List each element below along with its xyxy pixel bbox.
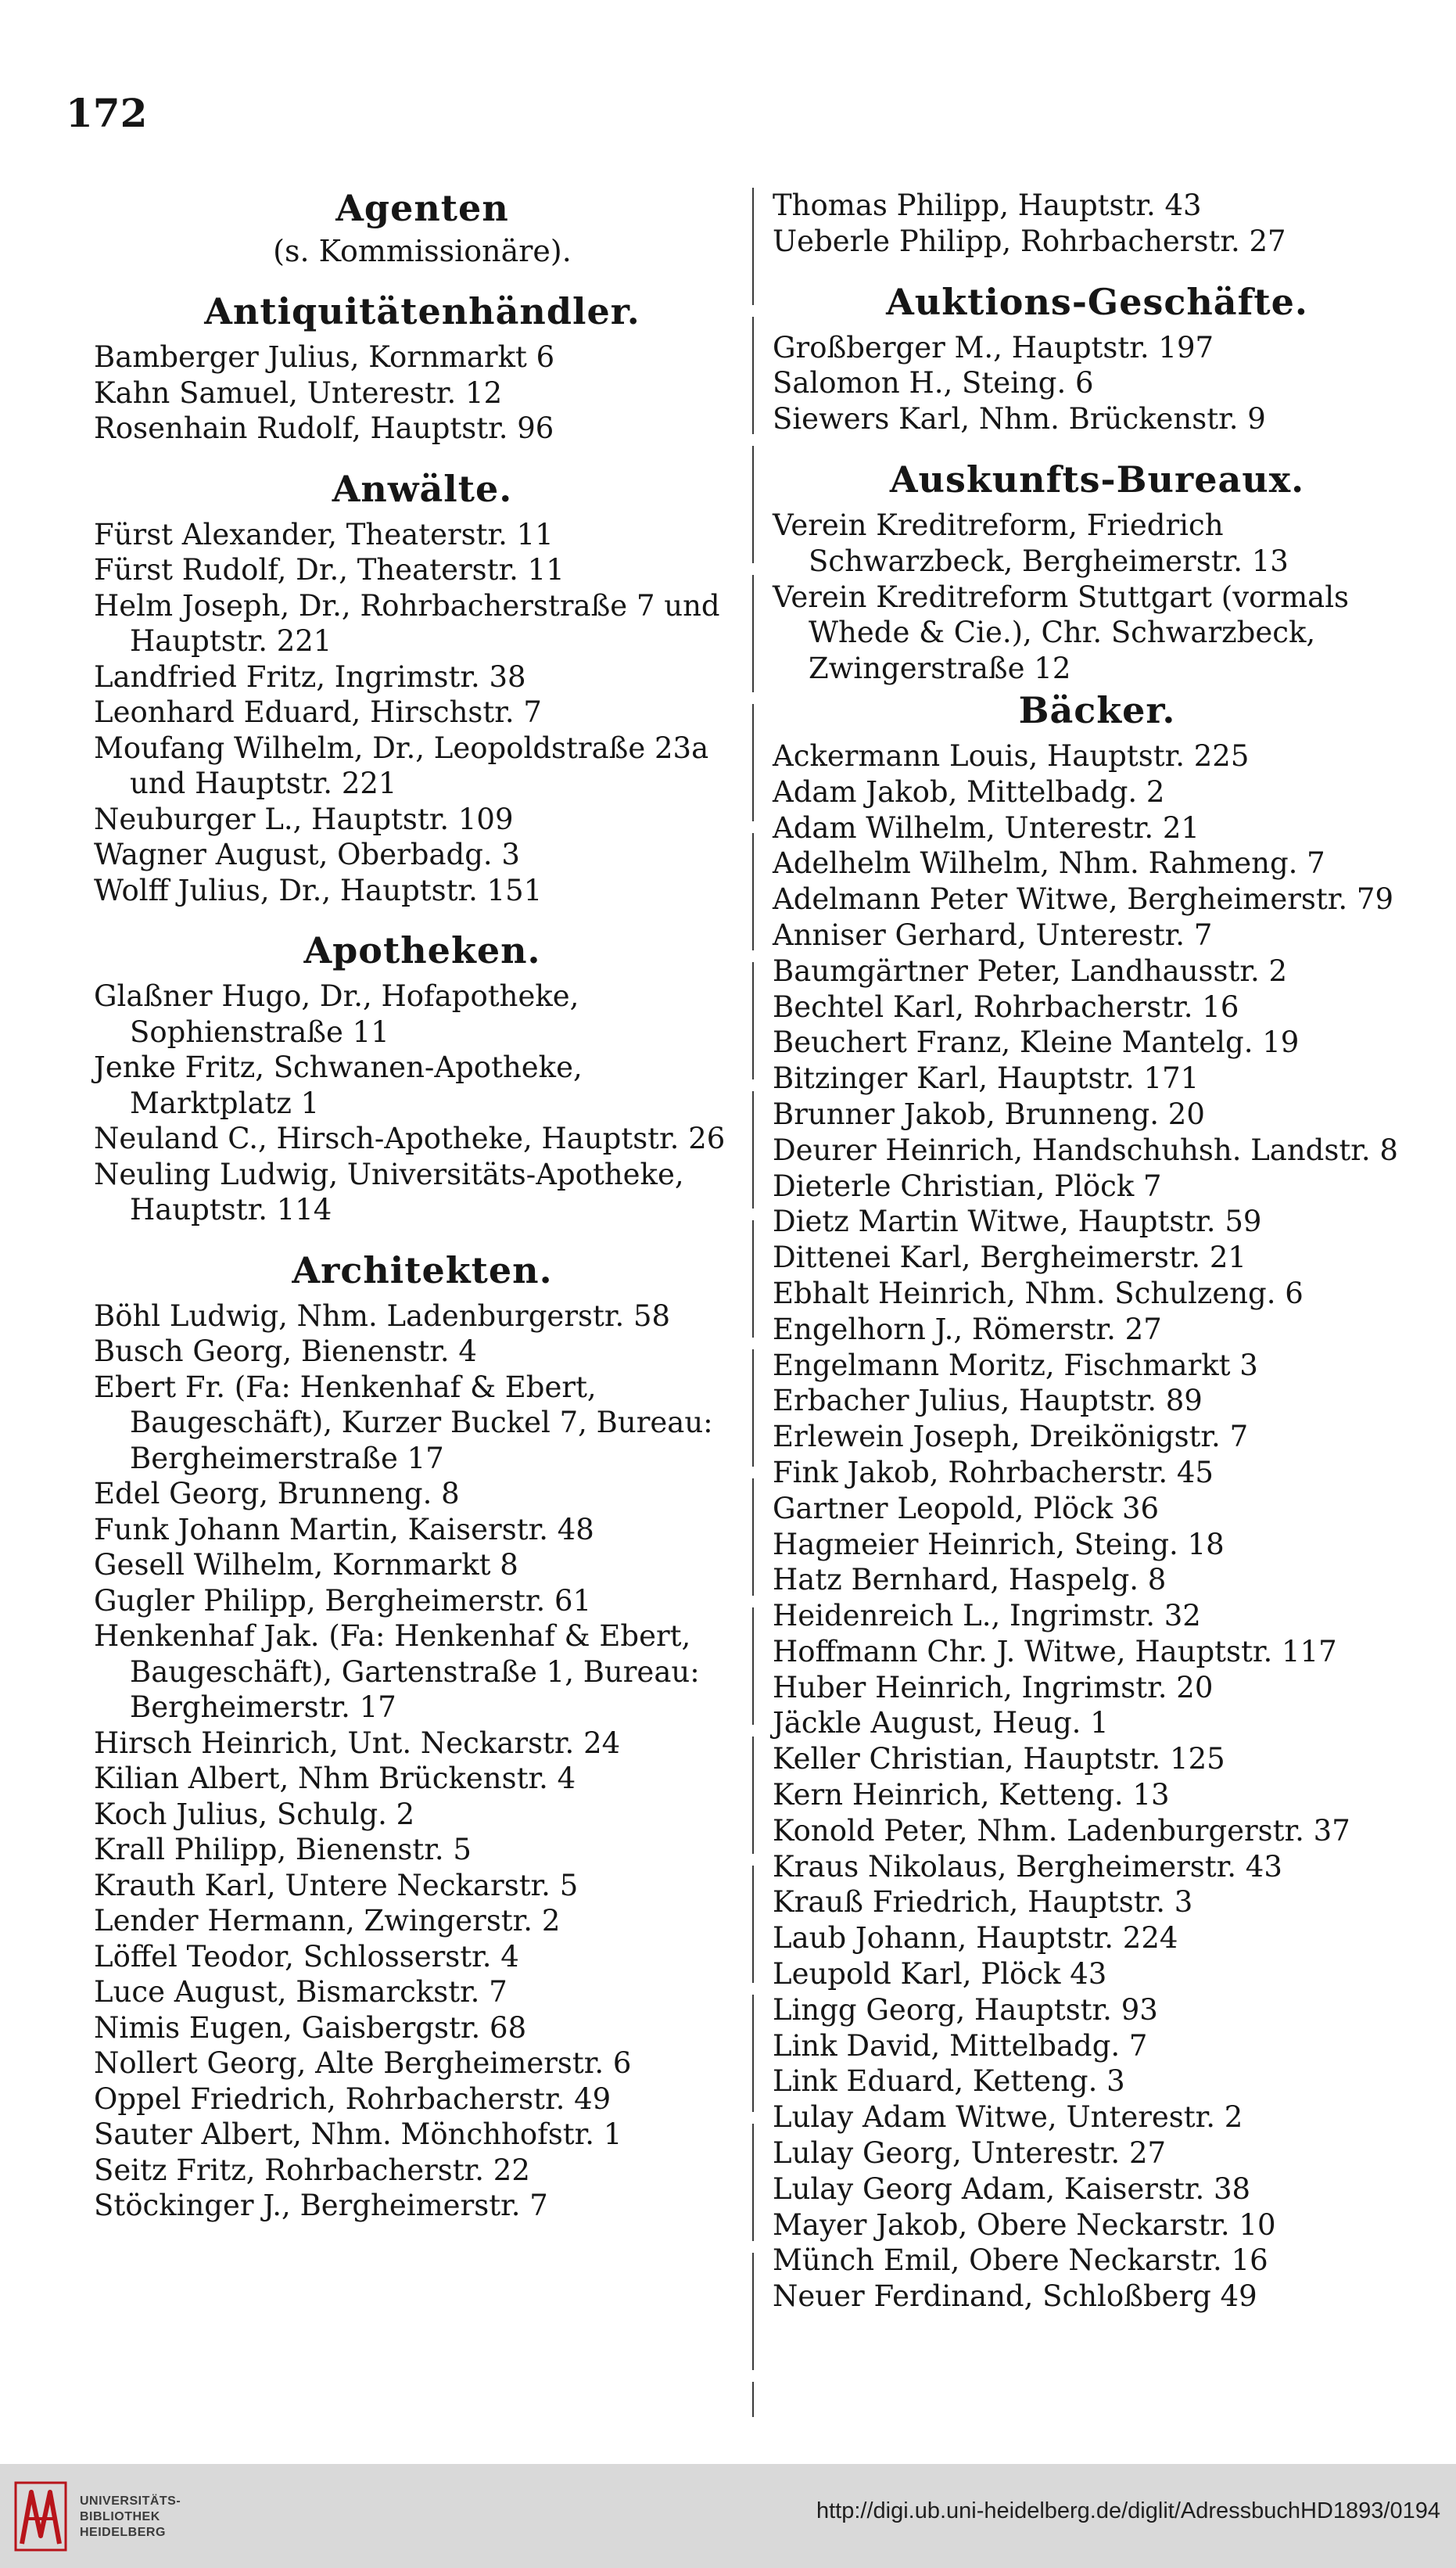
list-item: Böhl Ludwig, Nhm. Ladenburgerstr. 58	[94, 1298, 671, 1333]
list-item: Großberger M., Hauptstr. 197	[773, 330, 1214, 365]
list-item: Hagmeier Heinrich, Steing. 18	[773, 1527, 1225, 1561]
list-item: Engelmann Moritz, Fischmarkt 3	[773, 1348, 1258, 1382]
list-item: Engelhorn J., Römerstr. 27	[773, 1312, 1162, 1346]
list-item: Edel Georg, Brunneng. 8	[94, 1477, 460, 1510]
list-item: Kraus Nikolaus, Bergheimerstr. 43	[773, 1849, 1282, 1884]
list-item: Neuland C., Hirsch-Apotheke, Hauptstr. 26	[94, 1122, 726, 1155]
section-anwaelte	[94, 465, 751, 909]
section-heading: Auskunfts-Bureaux.	[889, 458, 1305, 501]
list-item: Bitzinger Karl, Hauptstr. 171	[773, 1061, 1200, 1096]
list-item: Lender Hermann, Zwingerstr. 2	[94, 1904, 561, 1938]
list-item: Adelhelm Wilhelm, Nhm. Rahmeng. 7	[773, 846, 1325, 881]
list-item: Busch Georg, Bienenstr. 4	[94, 1334, 477, 1368]
list-item: Heidenreich L., Ingrimstr. 32	[773, 1599, 1201, 1633]
list-item: Stöckinger J., Bergheimerstr. 7	[94, 2189, 548, 2222]
list-item: Laub Johann, Hauptstr. 224	[773, 1921, 1178, 1956]
section-heading: Bäcker.	[1018, 688, 1176, 731]
list-item: Mayer Jakob, Obere Neckarstr. 10	[773, 2207, 1276, 2242]
list-item: Jenke Fritz, Schwanen-Apotheke, Marktplatz 1	[94, 1051, 583, 1120]
list-item: Wagner August, Oberbadg. 3	[94, 838, 520, 871]
list-item: Helm Joseph, Dr., Rohrbacherstraße 7 und Hauptstr. 221	[94, 588, 720, 658]
section-heading: Agenten	[335, 187, 509, 229]
list-item: Ueberle Philipp, Rohrbacherstr. 27	[773, 224, 1286, 258]
list-item: Lulay Adam Witwe, Unterestr. 2	[773, 2100, 1243, 2135]
list-item: Funk Johann Martin, Kaiserstr. 48	[94, 1512, 594, 1546]
list-item: Glaßner Hugo, Dr., Hofapotheke, Sophienstraße 11	[94, 979, 579, 1049]
list-item: Münch Emil, Obere Neckarstr. 16	[773, 2243, 1268, 2278]
list-item: Gugler Philipp, Bergheimerstr. 61	[94, 1583, 592, 1618]
section-architekten-continued	[773, 188, 1422, 260]
right-column	[773, 188, 1422, 2315]
section-heading: Antiquitätenhändler.	[204, 290, 640, 332]
list-item: Krauß Friedrich, Hauptstr. 3	[773, 1885, 1193, 1920]
list-item: Dietz Martin Witwe, Hauptstr. 59	[773, 1205, 1262, 1239]
list-item: Fink Jakob, Rohrbacherstr. 45	[773, 1455, 1214, 1489]
list-item: Verein Kreditreform, Friedrich Schwarzbeck, Bergheimerstr. 13	[773, 508, 1289, 578]
list-item: Krauth Karl, Untere Neckarstr. 5	[94, 1868, 579, 1902]
list-item: Lulay Georg, Unterestr. 27	[773, 2136, 1167, 2171]
list-item: Lingg Georg, Hauptstr. 93	[773, 1992, 1158, 2027]
section-antiquitaeten	[94, 288, 751, 447]
library-name	[80, 2494, 181, 2541]
list-item: Lulay Georg Adam, Kaiserstr. 38	[773, 2171, 1251, 2206]
library-name-line: HEIDELBERG	[80, 2526, 166, 2539]
list-item: Gartner Leopold, Plöck 36	[773, 1491, 1160, 1525]
list-item: Ebert Fr. (Fa: Henkenhaf & Ebert, Baugeschäft), Kurzer Buckel 7, Bureau: Bergheimerstraße 17	[94, 1370, 713, 1475]
section-architekten	[94, 1247, 751, 2224]
section-heading: Auktions-Geschäfte.	[886, 280, 1308, 323]
list-item: Sauter Albert, Nhm. Mönchhofstr. 1	[94, 2117, 622, 2151]
section-baecker	[773, 687, 1422, 2315]
list-item: Beuchert Franz, Kleine Mantelg. 19	[773, 1025, 1300, 1060]
list-item: Kahn Samuel, Unterestr. 12	[94, 375, 503, 410]
section-agenten	[94, 185, 751, 269]
list-item: Leonhard Eduard, Hirschstr. 7	[94, 695, 542, 729]
list-item: Fürst Rudolf, Dr., Theaterstr. 11	[94, 553, 565, 587]
list-item: Hatz Bernhard, Haspelg. 8	[773, 1563, 1167, 1597]
university-library-logo-icon	[14, 2481, 67, 2552]
list-item: Thomas Philipp, Hauptstr. 43	[773, 189, 1202, 222]
section-heading: Apotheken.	[303, 929, 541, 972]
library-name-line: BIBLIOTHEK	[80, 2510, 160, 2523]
column-divider	[752, 188, 754, 2417]
list-item: Bechtel Karl, Rohrbacherstr. 16	[773, 989, 1239, 1024]
list-item: Fürst Alexander, Theaterstr. 11	[94, 517, 554, 551]
section-apotheken	[94, 927, 751, 1228]
list-item: Nimis Eugen, Gaisbergstr. 68	[94, 2010, 527, 2045]
list-item: Keller Christian, Hauptstr. 125	[773, 1742, 1225, 1776]
list-item: Konold Peter, Nhm. Ladenburgerstr. 37	[773, 1813, 1350, 1848]
list-item: Henkenhaf Jak. (Fa: Henkenhaf & Ebert, Baugeschäft), Gartenstraße 1, Bureau: Bergheimerstr. 17	[94, 1619, 700, 1724]
list-item: Jäckle August, Heug. 1	[773, 1706, 1109, 1740]
list-item: Siewers Karl, Nhm. Brückenstr. 9	[773, 402, 1266, 436]
list-item: Neuer Ferdinand, Schloßberg 49	[773, 2279, 1257, 2314]
footer-bar	[0, 2464, 1456, 2568]
list-item: Ebhalt Heinrich, Nhm. Schulzeng. 6	[773, 1276, 1304, 1310]
source-url-link[interactable]: http://digi.ub.uni-heidelberg.de/diglit/AdressbuchHD1893/0194	[816, 2498, 1440, 2523]
section-heading: Architekten.	[292, 1248, 553, 1291]
list-item: Landfried Fritz, Ingrimstr. 38	[94, 659, 526, 694]
list-item: Ackermann Louis, Hauptstr. 225	[773, 738, 1250, 773]
list-item: Wolff Julius, Dr., Hauptstr. 151	[94, 873, 543, 907]
list-item: Koch Julius, Schulg. 2	[94, 1797, 415, 1831]
list-item: Neuburger L., Hauptstr. 109	[94, 802, 514, 836]
list-item: Kilian Albert, Nhm Brückenstr. 4	[94, 1762, 576, 1795]
list-item: Moufang Wilhelm, Dr., Leopoldstraße 23a und Hauptstr. 221	[94, 731, 709, 800]
list-item: Leupold Karl, Plöck 43	[773, 1957, 1107, 1992]
list-item: Gesell Wilhelm, Kornmarkt 8	[94, 1548, 518, 1582]
list-item: Erlewein Joseph, Dreikönigstr. 7	[773, 1420, 1249, 1454]
list-item: Adam Wilhelm, Unterestr. 21	[773, 810, 1200, 845]
list-item: Hirsch Heinrich, Unt. Neckarstr. 24	[94, 1726, 621, 1760]
section-auskunft	[773, 456, 1422, 687]
list-item: Neuling Ludwig, Universitäts-Apotheke, Hauptstr. 114	[94, 1157, 684, 1227]
list-item: Bamberger Julius, Kornmarkt 6	[94, 340, 555, 374]
section-note: (s. Kommissionäre).	[273, 234, 572, 268]
list-item: Link David, Mittelbadg. 7	[773, 2028, 1148, 2063]
list-item: Rosenhain Rudolf, Hauptstr. 96	[94, 411, 554, 445]
list-item: Dieterle Christian, Plöck 7	[773, 1169, 1162, 1203]
list-item: Dittenei Karl, Bergheimerstr. 21	[773, 1241, 1246, 1275]
list-item: Adam Jakob, Mittelbadg. 2	[773, 774, 1165, 809]
left-column	[94, 185, 751, 2224]
list-item: Salomon H., Steing. 6	[773, 366, 1094, 400]
list-item: Brunner Jakob, Brunneng. 20	[773, 1097, 1205, 1131]
list-item: Nollert Georg, Alte Bergheimerstr. 6	[94, 2046, 632, 2080]
list-item: Seitz Fritz, Rohrbacherstr. 22	[94, 2153, 530, 2187]
list-item: Hoffmann Chr. J. Witwe, Hauptstr. 117	[773, 1634, 1337, 1668]
list-item: Huber Heinrich, Ingrimstr. 20	[773, 1670, 1214, 1704]
page-number: 172	[66, 90, 148, 136]
list-item: Anniser Gerhard, Unterestr. 7	[773, 918, 1213, 952]
list-item: Verein Kreditreform Stuttgart (vormals Whede & Cie.), Chr. Schwarzbeck, Zwingerstraße 12	[773, 580, 1350, 686]
list-item: Löffel Teodor, Schlosserstr. 4	[94, 1939, 519, 1974]
list-item: Kern Heinrich, Ketteng. 13	[773, 1778, 1170, 1812]
list-item: Luce August, Bismarckstr. 7	[94, 1975, 507, 2009]
section-heading: Anwälte.	[332, 467, 513, 510]
list-item: Baumgärtner Peter, Landhausstr. 2	[773, 954, 1288, 988]
list-item: Oppel Friedrich, Rohrbacherstr. 49	[94, 2081, 611, 2116]
list-item: Adelmann Peter Witwe, Bergheimerstr. 79	[773, 882, 1393, 917]
library-name-line: UNIVERSITÄTS-	[80, 2494, 181, 2508]
list-item: Krall Philipp, Bienenstr. 5	[94, 1833, 472, 1866]
list-item: Link Eduard, Ketteng. 3	[773, 2064, 1125, 2099]
section-auktionen	[773, 278, 1422, 437]
list-item: Deurer Heinrich, Handschuhsh. Landstr. 8	[773, 1133, 1398, 1167]
list-item: Erbacher Julius, Hauptstr. 89	[773, 1384, 1203, 1418]
